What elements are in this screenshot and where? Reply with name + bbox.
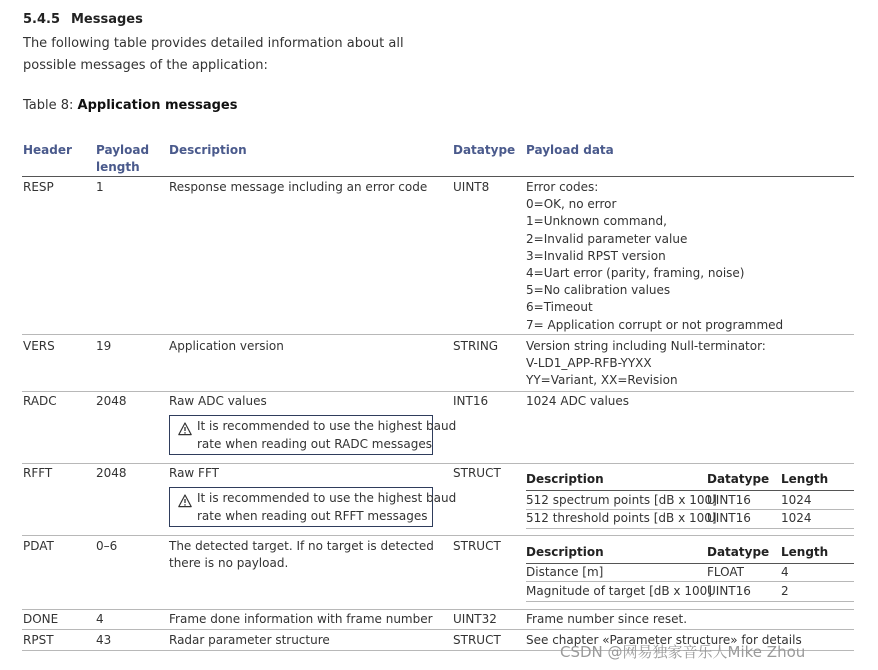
- row-length: 2048: [96, 394, 127, 408]
- subtable-header-description: Description: [526, 472, 604, 486]
- warning-triangle-icon: [178, 422, 192, 436]
- table-caption-title: Application messages: [77, 98, 238, 113]
- subtable-cell: 512 spectrum points [dB x 100]: [526, 493, 717, 507]
- row-length: 0–6: [96, 539, 118, 553]
- subtable-cell: FLOAT: [707, 565, 745, 579]
- row-header: RESP: [23, 180, 54, 194]
- column-header-datatype: Datatype: [453, 143, 516, 157]
- row-header: DONE: [23, 612, 59, 626]
- error-codes-label: Error codes:: [526, 180, 599, 194]
- row-payload-data: See chapter «Parameter structure» for details: [526, 633, 802, 647]
- row-description: [169, 538, 434, 572]
- note-box: [169, 415, 457, 455]
- note-text: [197, 490, 456, 525]
- note-line-1: It is recommended to use the highest baud: [197, 419, 457, 433]
- row-length: 43: [96, 633, 112, 647]
- row-divider: [22, 535, 854, 536]
- row-header: VERS: [23, 339, 55, 353]
- column-header-payload-data: Payload data: [526, 143, 614, 157]
- error-code-7: 7= Application corrupt or not programmed: [526, 317, 784, 332]
- row-description: Application version: [169, 339, 284, 353]
- row-datatype: STRUCT: [453, 466, 501, 480]
- description-line-2: there is no payload.: [169, 556, 289, 571]
- watermark: CSDN @网易独家音乐人Mike Zhou: [560, 643, 806, 661]
- row-divider: [22, 609, 854, 610]
- intro-line-2: possible messages of the application:: [23, 58, 268, 73]
- row-length: 19: [96, 339, 112, 353]
- note-box: [169, 487, 457, 527]
- row-header: RADC: [23, 394, 57, 408]
- error-code-0: 0=OK, no error: [526, 197, 617, 212]
- row-payload-data: [526, 179, 783, 334]
- row-divider: [22, 391, 854, 392]
- subtable-cell: 1024: [781, 511, 812, 525]
- row-datatype: INT16: [453, 394, 489, 408]
- subtable-header-length: Length: [781, 472, 829, 486]
- row-length: 1: [96, 180, 104, 194]
- table-caption: [23, 98, 237, 113]
- error-code-1: 1=Unknown command,: [526, 214, 667, 229]
- error-code-2: 2=Invalid parameter value: [526, 231, 688, 246]
- row-description: Radar parameter structure: [169, 633, 330, 647]
- row-header: RFFT: [23, 466, 53, 480]
- subtable-header-datatype: Datatype: [707, 545, 770, 559]
- column-header-description: Description: [169, 143, 247, 157]
- subtable-cell: 4: [781, 565, 789, 579]
- section-title: Messages: [71, 12, 143, 27]
- row-payload-data: Frame number since reset.: [526, 612, 688, 626]
- note-line-2: rate when reading out RADC messages: [197, 436, 432, 451]
- intro-line-1: The following table provides detailed information about all: [23, 36, 404, 51]
- row-divider: [22, 629, 854, 630]
- payload-line: V-LD1_APP-RFB-YYXX: [526, 356, 652, 371]
- rfft-subtable: [526, 472, 854, 530]
- subtable-header-length: Length: [781, 545, 829, 559]
- subtable-cell: UINT16: [707, 584, 751, 598]
- payload-line: YY=Variant, XX=Revision: [526, 373, 678, 388]
- error-code-5: 5=No calibration values: [526, 283, 671, 298]
- subtable-divider: [526, 601, 854, 602]
- subtable-header-datatype: Datatype: [707, 472, 770, 486]
- row-datatype: STRUCT: [453, 633, 501, 647]
- section-number: 5.4.5: [23, 12, 61, 27]
- row-description: Response message including an error code: [169, 180, 428, 194]
- subtable-cell: Distance [m]: [526, 565, 604, 579]
- row-datatype: STRUCT: [453, 539, 501, 553]
- pdat-subtable: [526, 545, 854, 603]
- row-header: RPST: [23, 633, 54, 647]
- section-heading: [23, 12, 143, 27]
- subtable-cell: UINT16: [707, 493, 751, 507]
- row-description: Frame done information with frame number: [169, 612, 433, 626]
- row-header: PDAT: [23, 539, 54, 553]
- error-code-6: 6=Timeout: [526, 300, 593, 315]
- note-line-1: It is recommended to use the highest baud: [197, 491, 457, 505]
- note-line-2: rate when reading out RFFT messages: [197, 508, 428, 523]
- subtable-divider: [526, 581, 854, 582]
- subtable-divider: [526, 509, 854, 510]
- subtable-cell: 1024: [781, 493, 812, 507]
- row-payload-data: [526, 338, 766, 390]
- column-header-header: Header: [23, 143, 72, 157]
- row-length: 2048: [96, 466, 127, 480]
- row-description: Raw FFT: [169, 466, 219, 480]
- subtable-cell: 512 threshold points [dB x 100]: [526, 511, 717, 525]
- row-divider: [22, 334, 854, 335]
- row-payload-data: 1024 ADC values: [526, 394, 630, 408]
- row-divider: [22, 463, 854, 464]
- subtable-divider: [526, 528, 854, 529]
- subtable-header-description: Description: [526, 545, 604, 559]
- row-datatype: STRING: [453, 339, 499, 353]
- row-datatype: UINT8: [453, 180, 490, 194]
- error-code-4: 4=Uart error (parity, framing, noise): [526, 266, 745, 281]
- payload-line: Version string including Null-terminator:: [526, 339, 766, 353]
- table-caption-prefix: Table 8:: [23, 98, 78, 113]
- intro-text: [23, 33, 423, 77]
- row-datatype: UINT32: [453, 612, 497, 626]
- subtable-cell: UINT16: [707, 511, 751, 525]
- subtable-cell: 2: [781, 584, 789, 598]
- note-text: [197, 418, 456, 453]
- header-rule: [22, 176, 854, 177]
- subtable-header-rule: [526, 563, 854, 564]
- row-length: 4: [96, 612, 104, 626]
- error-code-3: 3=Invalid RPST version: [526, 248, 666, 263]
- subtable-cell: Magnitude of target [dB x 100]: [526, 584, 712, 598]
- subtable-header-rule: [526, 490, 854, 491]
- row-description: Raw ADC values: [169, 394, 267, 408]
- description-line-1: The detected target. If no target is detected: [169, 539, 434, 553]
- column-header-payload-length: [96, 142, 149, 176]
- column-header-payload: Payload: [96, 143, 150, 157]
- column-header-length: length: [96, 160, 140, 174]
- warning-triangle-icon: [178, 494, 192, 508]
